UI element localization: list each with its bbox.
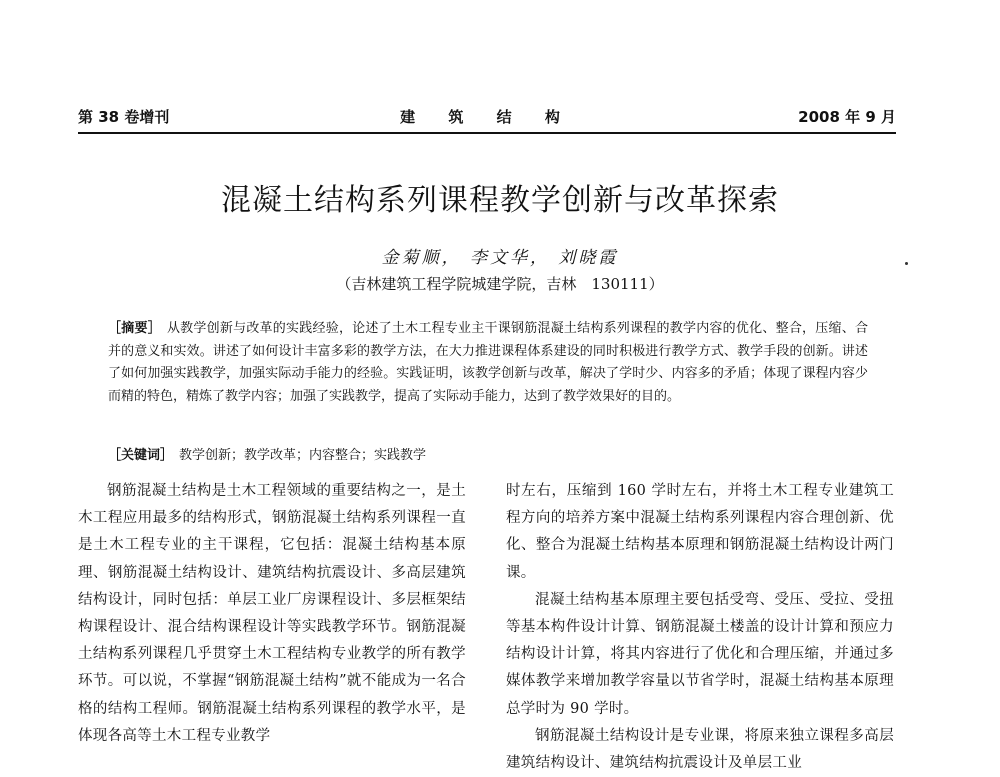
volume-label: 第 38 卷增刊 [78, 108, 170, 126]
running-header [78, 104, 896, 134]
body-paragraph: 时左右，压缩到 160 学时左右，并将土木工程专业建筑工程方向的培养方案中混凝土结构系列课程内容合理创新、优化、整合为混凝土结构基本原理和钢筋混凝土结构设计两门课。 [506, 483, 894, 581]
journal-name: 建 筑 结 构 [400, 108, 574, 126]
abstract-text: 从教学创新与改革的实践经验，论述了土木工程专业主干课钢筋混凝土结构系列课程的教学内容的优化、整合，压缩、合并的意义和实效。讲述了如何设计丰富多彩的教学方法，在大力推进课程体系建设的同时积极进行教学方式、教学手段的创新。讲述了如何加强实践教学，加强实际动手能力的经验。实践证明，该教学创新与改革，解决了学时少、内容多的矛盾；体现了课程内容少而精的特色，精炼了教学内容；加强了实践教学，提高了实际动手能力，达到了教学效果好的目的。 [108, 321, 868, 404]
body-left-column [78, 478, 466, 750]
abstract [108, 318, 868, 408]
author-list: 金菊顺， 李文华， 刘晓霞 [381, 248, 619, 268]
keywords [108, 446, 868, 466]
keywords-label: ［关键词］ [108, 448, 174, 463]
body-paragraph: 钢筋混凝土结构设计是专业课，将原来独立课程多高层建筑结构设计、建筑结构抗震设计及单层工业 [506, 727, 894, 772]
issue-date: 2008 年 9 月 [798, 108, 896, 126]
author-affiliation: （吉林建筑工程学院城建学院，吉林 130111） [336, 275, 664, 293]
stray-mark [905, 262, 908, 265]
paper-title: 混凝土结构系列课程教学创新与改革探索 [221, 183, 779, 218]
abstract-label: ［摘要］ [108, 321, 161, 336]
body-paragraph: 钢筋混凝土结构是土木工程领域的重要结构之一，是土木工程应用最多的结构形式，钢筋混凝土结构系列课程一直是土木工程专业的主干课程，它包括：混凝土结构基本原理、钢筋混凝土结构设计、建筑结构抗震设计、多高层建筑结构设计，同时包括：单层工业厂房课程设计、多层框架结构课程设计、混合结构课程设计等实践教学环节。钢筋混凝土结构系列课程几乎贯穿土木工程结构专业教学的所有教学环节。可以说，不掌握“钢筋混凝土结构”就不能成为一名合格的结构工程师。钢筋混凝土结构系列课程的教学水平，是体现各高等土木工程专业教学 [78, 483, 466, 744]
keywords-text: 教学创新；教学改革；内容整合；实践教学 [179, 448, 427, 463]
body-paragraph: 混凝土结构基本原理主要包括受弯、受压、受拉、受扭等基本构件设计计算、钢筋混凝土楼盖的设计计算和预应力结构设计计算，将其内容进行了优化和合理压缩，并通过多媒体教学来增加教学容量以节省学时，混凝土结构基本原理总学时为 90 学时。 [506, 591, 894, 717]
body-right-column [506, 478, 894, 777]
